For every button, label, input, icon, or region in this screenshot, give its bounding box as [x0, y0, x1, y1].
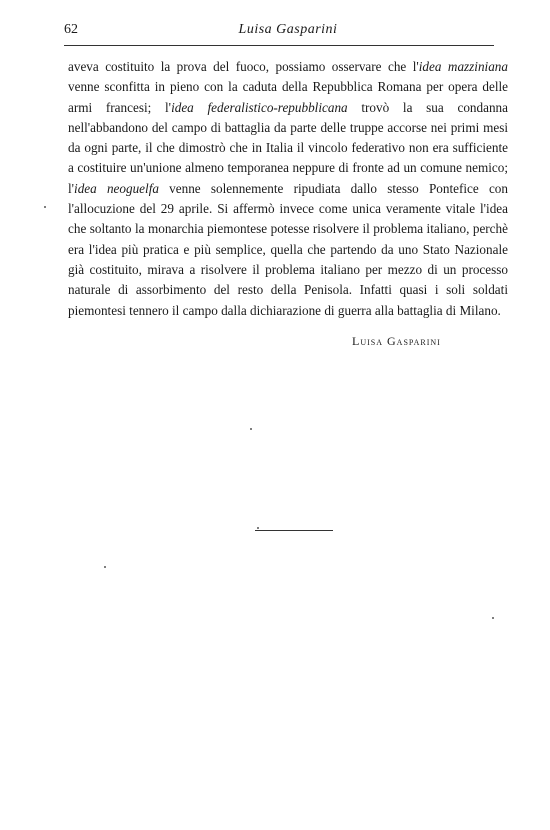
text-segment: venne sconfitta in pieno con la caduta della Repubblica Romana per opera delle armi francesi; l' [68, 79, 508, 115]
print-speck [250, 428, 252, 430]
italic-term-mazziniana: idea mazziniana [418, 59, 508, 74]
print-speck [104, 566, 106, 568]
end-rule [255, 530, 333, 531]
print-speck [44, 206, 46, 208]
print-speck [257, 527, 259, 529]
page-header [64, 22, 512, 44]
text-segment: trovò la sua condanna nell'abbandono del campo di battaglia da parte delle truppe accorse nei primi mesi da ogni parte, il che dimostrò che in Italia il vincolo federativo non era sufficiente a costituire un'unione almeno temporanea neppure di fronte ad un comune nemico; l' [68, 99, 508, 196]
author-signature: Luisa Gasparini [352, 334, 441, 348]
text-segment: aveva costituito la prova del fuoco, possiamo osservare che l' [68, 59, 419, 74]
body-paragraph [68, 57, 508, 321]
header-rule [64, 45, 494, 46]
print-speck [492, 617, 494, 619]
text-segment: venne solennemente ripudiata dallo stesso Pontefice con l'allocuzione del 29 aprile. Si affermò invece come unica veramente vitale l'idea che soltanto la monarchia piemontese potesse risolvere il problema italiano, perchè era l'idea più pratica e più semplice, quella che partendo da uno Stato Nazionale già costituito, mirava a risolvere il problema italiano per mezzo di un processo naturale di assorbimento del resto della Penisola. Infatti quasi i soli soldati piemontesi tennero il campo dalla dichiarazione di guerra alla battaglia di Milano. [68, 180, 508, 318]
italic-term-federalistico: idea federalistico-repubblicana [171, 99, 348, 115]
page-number: 62 [64, 22, 78, 37]
running-head: Luisa Gasparini [238, 22, 338, 37]
italic-term-neoguelfa: idea neoguelfa [74, 180, 159, 196]
